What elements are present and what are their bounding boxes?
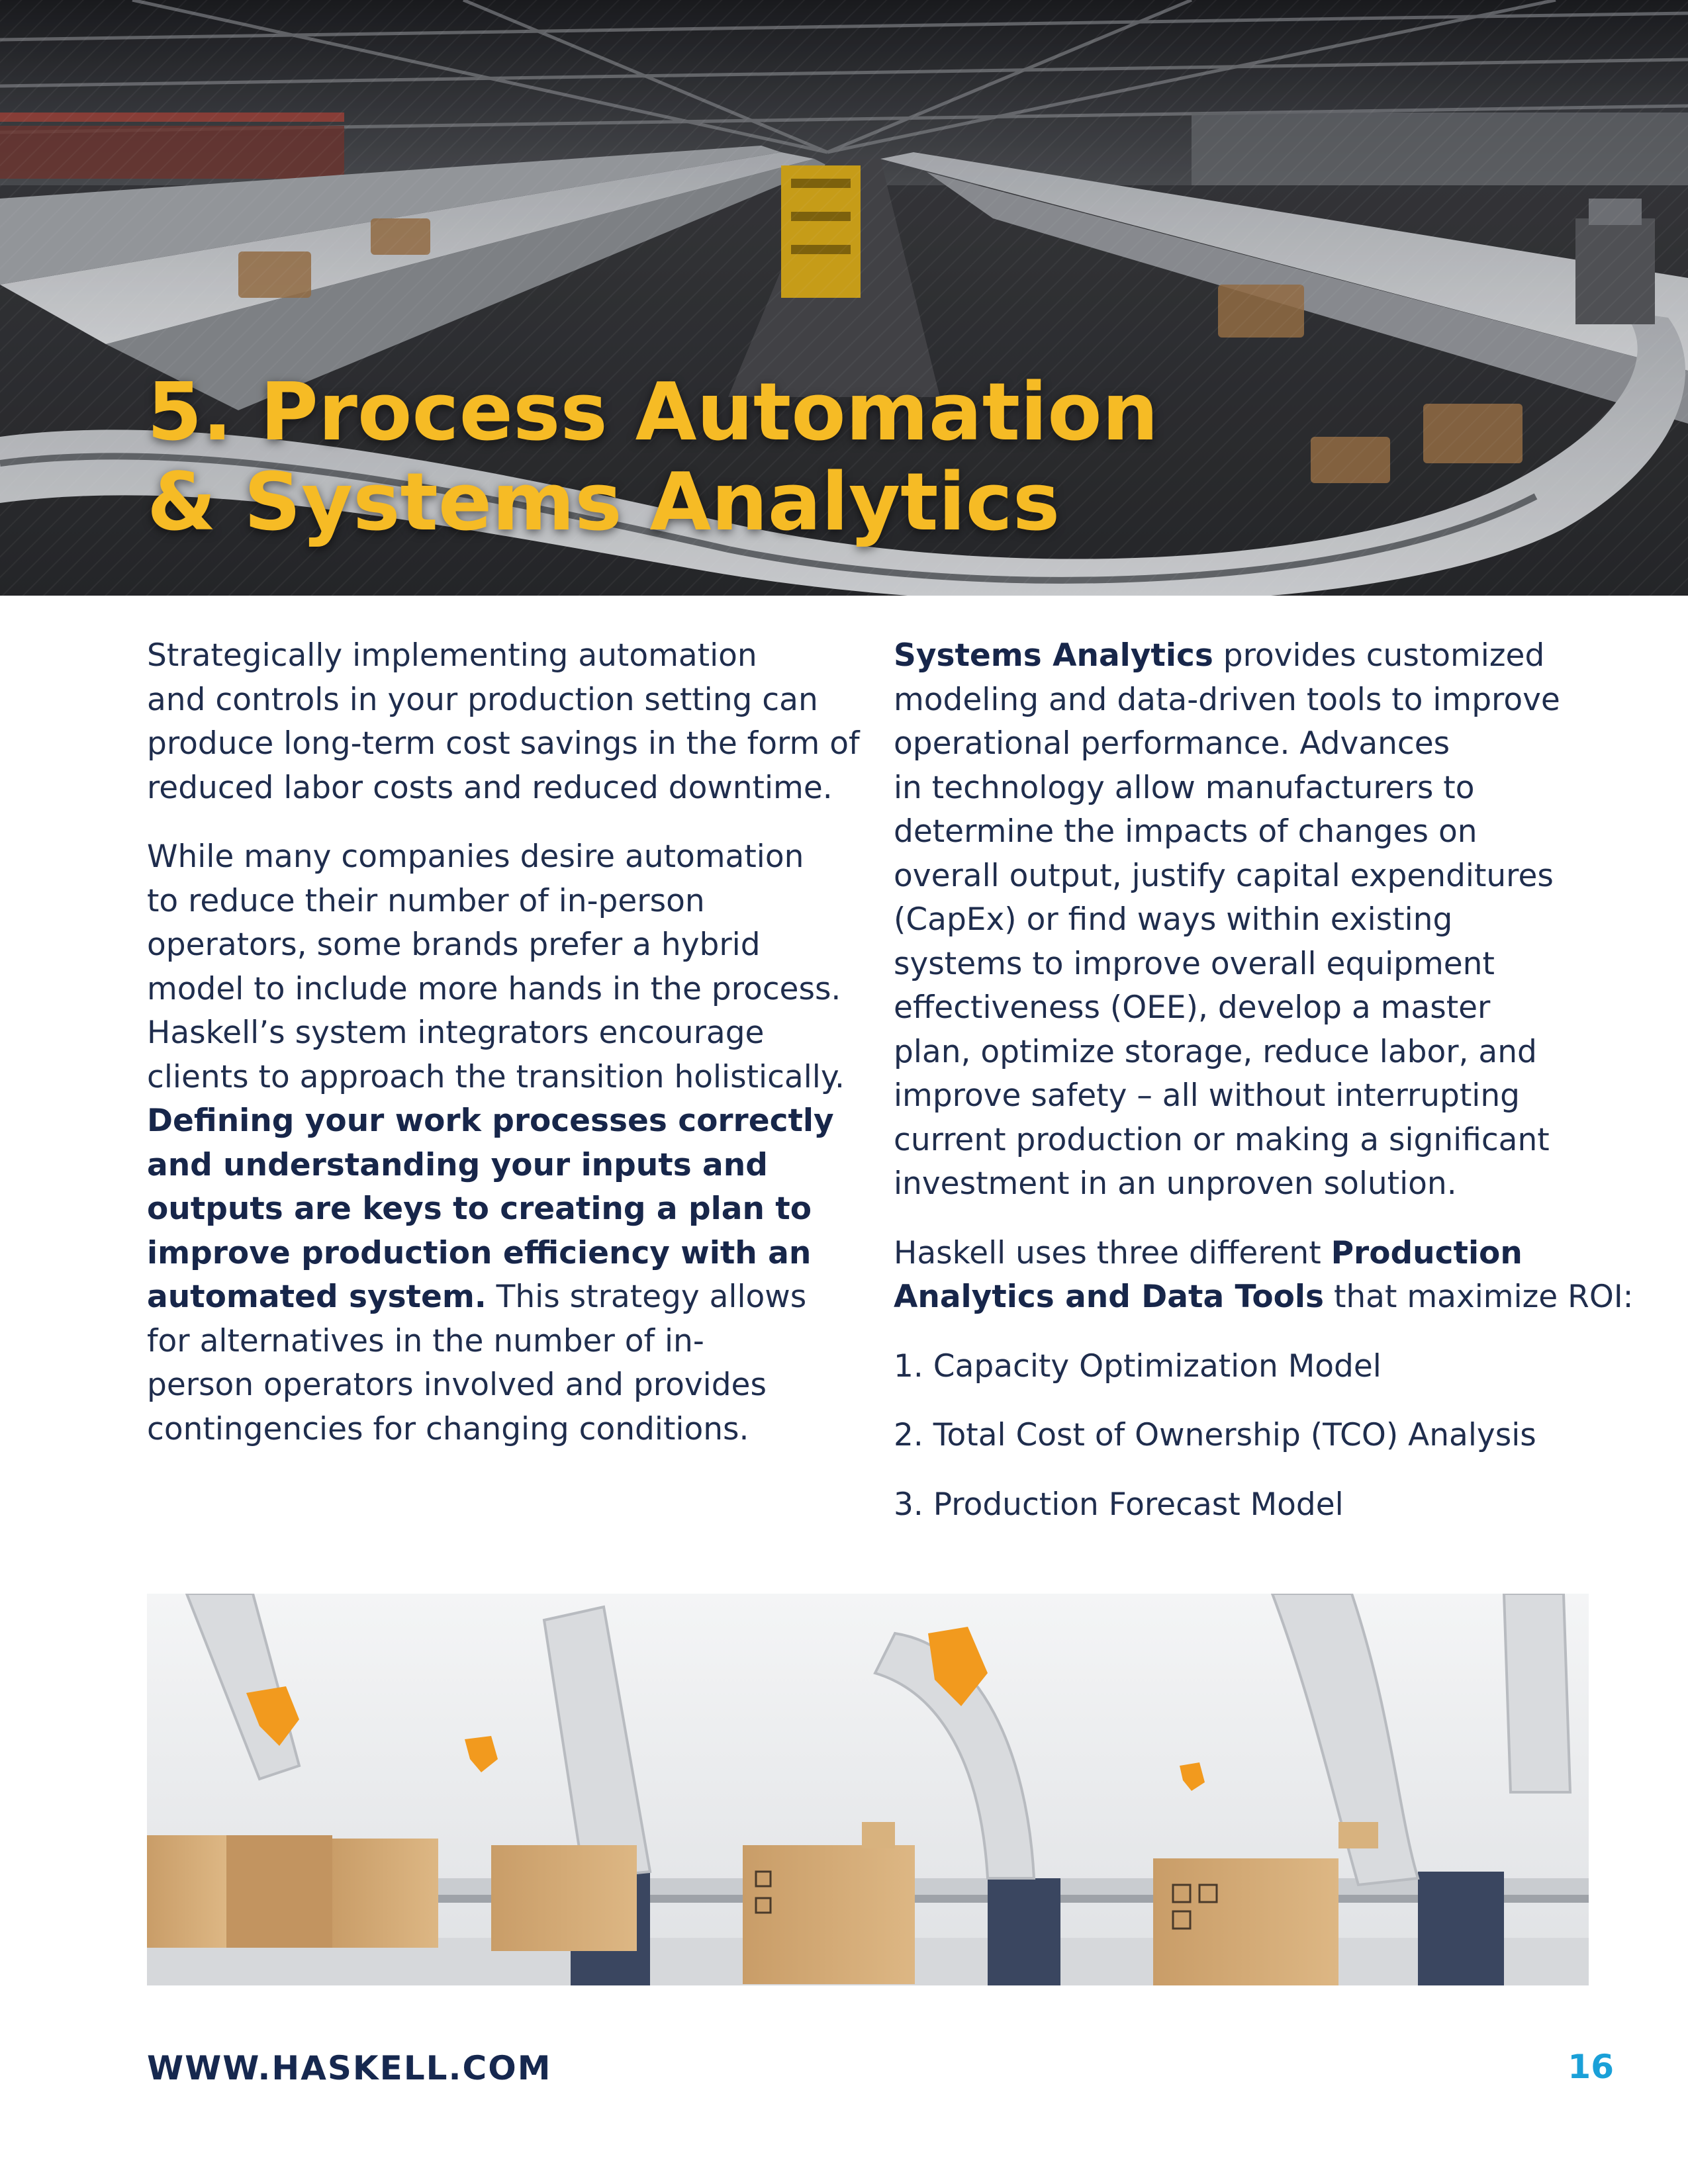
emphasis-line: outputs are keys to creating a plan to <box>147 1191 812 1227</box>
text-line: contingencies for changing conditions. <box>147 1410 749 1447</box>
text-line: systems to improve overall equipment <box>894 945 1495 982</box>
text-fragment: Haskell uses three different <box>894 1234 1331 1271</box>
analytics-tools-paragraph <box>894 1232 1634 1320</box>
text-line: person operators involved and provides <box>147 1367 767 1403</box>
text-line: current production or making a significant <box>894 1121 1550 1158</box>
text-line: for alternatives in the number of in- <box>147 1322 704 1359</box>
footer-website-link[interactable]: WWW.HASKELL.COM <box>147 2049 552 2087</box>
text-fragment: that maximize ROI: <box>1324 1279 1634 1315</box>
systems-analytics-paragraph <box>894 634 1622 1206</box>
text-line: Strategically implementing automation <box>147 637 757 674</box>
text-line: reduced labor costs and reduced downtime. <box>147 769 833 806</box>
text-line: determine the impacts of changes on <box>894 813 1477 850</box>
emphasis-text: Analytics and Data Tools <box>894 1279 1325 1315</box>
emphasis-line: improve production efficiency with an <box>147 1234 812 1271</box>
list-item: 1. Capacity Optimization Model <box>894 1347 1382 1385</box>
robot-photo-illustration <box>147 1594 1589 1985</box>
emphasis-line: and understanding your inputs and <box>147 1146 768 1183</box>
text-line: modeling and data-driven tools to improve <box>894 681 1560 718</box>
hero-banner <box>0 0 1688 596</box>
text-line: to reduce their number of in-person <box>147 882 705 919</box>
text-line: effectiveness (OEE), develop a master <box>894 989 1491 1026</box>
text-fragment: This strategy allows <box>486 1279 807 1315</box>
title-line-1: 5. Process Automation <box>147 367 1159 459</box>
emphasis-line: Defining your work processes correctly <box>147 1103 834 1139</box>
emphasis-text: Production <box>1331 1234 1523 1271</box>
list-item: 3. Production Forecast Model <box>894 1486 1344 1523</box>
text-line: investment in an unproven solution. <box>894 1165 1457 1202</box>
title-line-2: & Systems Analytics <box>147 457 1060 549</box>
text-fragment: provides customized <box>1213 637 1545 674</box>
robotic-arms-packaging-photo <box>147 1594 1589 1985</box>
text-line <box>894 634 1622 678</box>
text-line: operational performance. Advances <box>894 725 1450 762</box>
text-line: model to include more hands in the process. <box>147 970 841 1007</box>
text-line: (CapEx) or find ways within existing <box>894 901 1453 938</box>
text-line: clients to approach the transition holistically. <box>147 1058 845 1095</box>
text-line: in technology allow manufacturers to <box>894 769 1475 806</box>
text-line <box>894 1232 1622 1276</box>
text-line: Haskell’s system integrators encourage <box>147 1015 765 1051</box>
text-line: plan, optimize storage, reduce labor, and <box>894 1033 1537 1070</box>
left-column <box>147 634 862 1477</box>
list-item: 2. Total Cost of Ownership (TCO) Analysis <box>894 1417 1536 1453</box>
emphasis-text: automated system. <box>147 1279 487 1315</box>
text-line: operators, some brands prefer a hybrid <box>147 927 761 963</box>
text-line <box>894 1275 1634 1320</box>
page-title <box>147 368 1405 548</box>
text-line: overall output, justify capital expenditures <box>894 857 1554 894</box>
emphasis-text: Systems Analytics <box>894 637 1213 674</box>
text-line: While many companies desire automation <box>147 839 804 875</box>
text-line: and controls in your production setting can <box>147 681 818 718</box>
right-column <box>894 634 1634 1552</box>
page-number: 16 <box>1568 2048 1614 2086</box>
intro-paragraph <box>147 634 862 810</box>
text-line <box>147 1275 862 1320</box>
hybrid-model-paragraph <box>147 835 862 1451</box>
text-line: produce long-term cost savings in the form of <box>147 725 860 762</box>
text-line: improve safety – all without interrupting <box>894 1077 1520 1114</box>
